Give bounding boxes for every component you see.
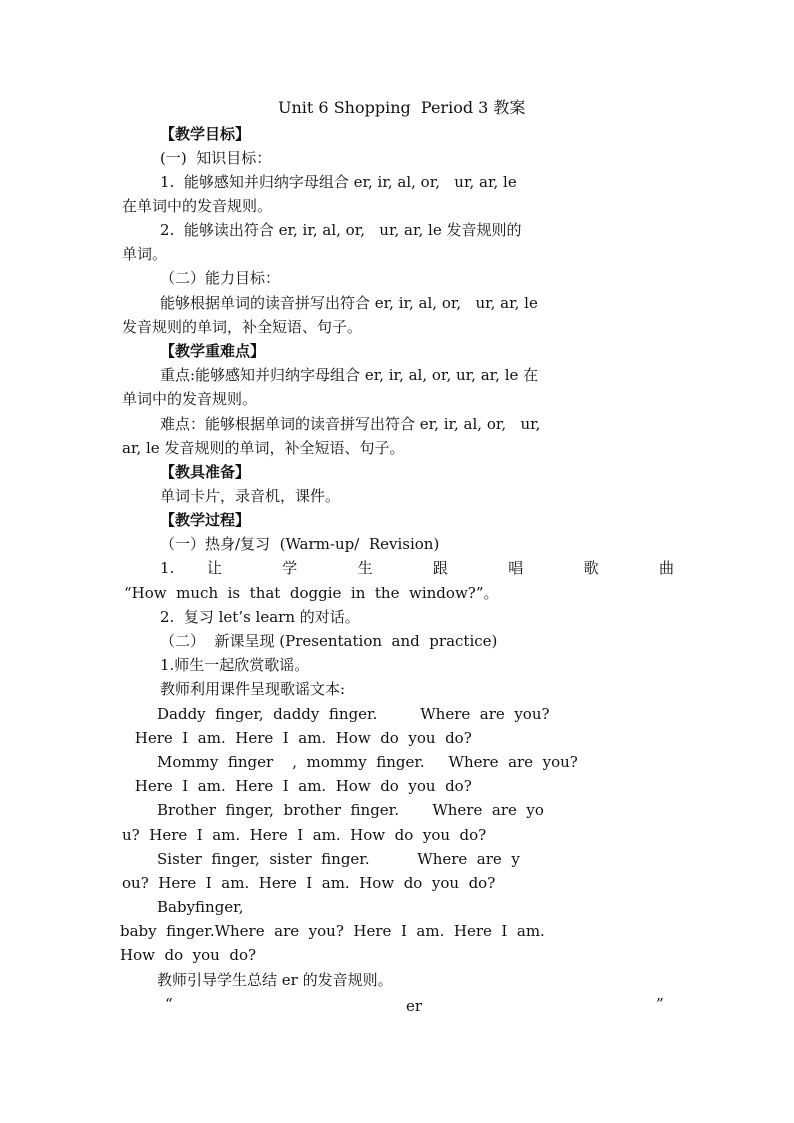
goal-item-1-line-2: 在单词中的发音规则。 — [122, 197, 273, 215]
quote-close-mark: ” — [656, 995, 664, 1013]
ability-goal-line-1: 能够根据单词的读音拼写出符合 er, ir, al, or, ur, ar, le — [160, 294, 538, 312]
quote-open-mark: “ — [165, 995, 173, 1013]
presentation-heading: （二） 新课呈现 (Presentation and practice) — [160, 632, 498, 650]
song-verse-4-line-1: Sister finger, sister finger. Where are y — [157, 850, 520, 868]
song-verse-5-line-1: Babyfinger, — [157, 898, 244, 916]
song-verse-3-line-1: Brother finger, brother finger. Where are yo — [157, 801, 544, 819]
key-point-line-1: 重点:能够感知并归纳字母组合 er, ir, al, or, ur, ar, le 在 — [160, 366, 539, 384]
warmup-heading: （一）热身/复习 (Warm-up/ Revision) — [160, 535, 440, 553]
goal-item-2-line-2: 单词。 — [122, 245, 168, 263]
page-title: Unit 6 Shopping Period 3 教案 — [278, 98, 526, 117]
song-verse-5-line-2: baby finger.Where are you? Here I am. Here I am. — [120, 922, 545, 940]
presentation-item-1: 1.师生一起欣赏歌谣。 — [160, 656, 310, 674]
section-heading-process: 【教学过程】 — [160, 511, 251, 529]
warmup-item-2: 2. 复习 let’s learn 的对话。 — [160, 608, 360, 626]
song-verse-4-line-2: ou? Here I am. Here I am. How do you do? — [122, 874, 496, 892]
quote-er-text: er — [406, 997, 423, 1015]
goal-item-1-line-1: 1. 能够感知并归纳字母组合 er, ir, al, or, ur, ar, le — [160, 173, 517, 191]
song-verse-1-line-1: Daddy finger, daddy finger. Where are you? — [157, 705, 550, 723]
section-heading-goals: 【教学目标】 — [160, 125, 251, 143]
tools-list: 单词卡片，录音机，课件。 — [160, 487, 341, 505]
song-verse-3-line-2: u? Here I am. Here I am. How do you do? — [122, 826, 487, 844]
goal-item-2-line-1: 2. 能够读出符合 er, ir, al, or, ur, ar, le 发音规则的 — [160, 221, 522, 239]
song-verse-5-line-3: How do you do? — [120, 946, 257, 964]
difficulty-line-1: 难点：能够根据单词的读音拼写出符合 er, ir, al, or, ur, — [160, 415, 541, 433]
warmup-item-1-line-2: “How much is that doggie in the window?”。 — [124, 584, 499, 602]
section-heading-keypoints: 【教学重难点】 — [160, 342, 266, 360]
ability-goal-line-2: 发音规则的单词，补全短语、句子。 — [122, 318, 363, 336]
key-point-line-2: 单词中的发音规则。 — [122, 390, 258, 408]
presentation-show-text: 教师利用课件呈现歌谣文本: — [160, 680, 346, 698]
subheading-knowledge-goals: (一) 知识目标： — [160, 149, 272, 167]
song-verse-2-line-1: Mommy finger , mommy finger. Where are you? — [157, 753, 578, 771]
song-verse-1-line-2: Here I am. Here I am. How do you do? — [130, 729, 472, 747]
section-heading-tools: 【教具准备】 — [160, 463, 251, 481]
difficulty-line-2: ar, le 发音规则的单词，补全短语、句子。 — [122, 439, 405, 457]
subheading-ability-goals: （二）能力目标： — [160, 269, 281, 287]
summary-instruction: 教师引导学生总结 er 的发音规则。 — [157, 971, 393, 989]
warmup-item-1-line-1: 1. 让 学 生 跟 唱 歌 曲 — [160, 559, 674, 577]
song-verse-2-line-2: Here I am. Here I am. How do you do? — [130, 777, 472, 795]
